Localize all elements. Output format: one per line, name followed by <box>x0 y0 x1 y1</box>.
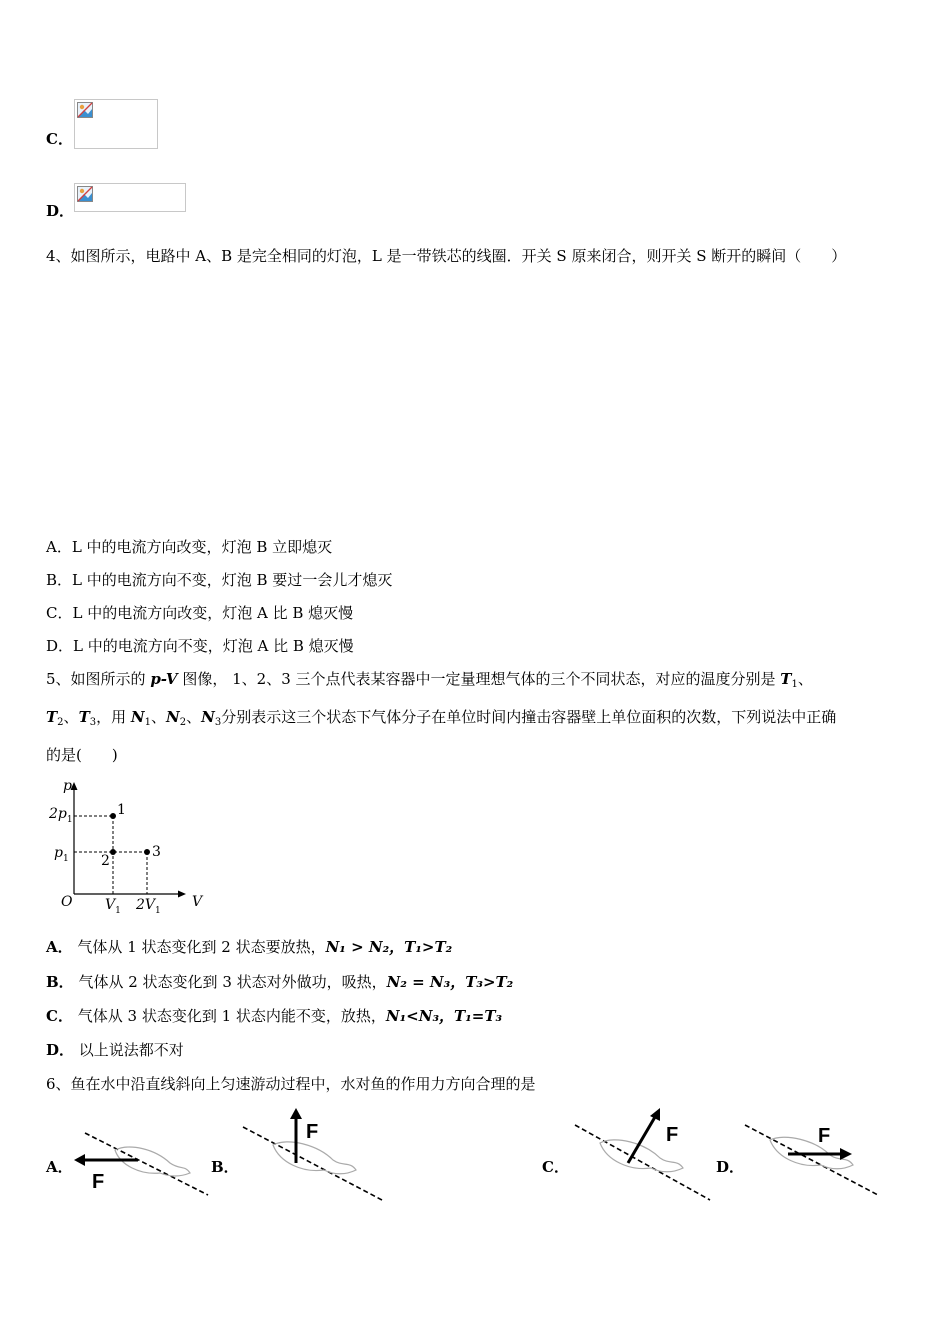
tick-2v1: $2V_1$ <box>136 897 161 916</box>
q4-option-c: C．L 中的电流方向改变，灯泡 A 比 B 熄灭慢 <box>46 604 354 622</box>
origin-label: O <box>61 894 73 910</box>
q6-fish-d <box>740 1115 885 1200</box>
fish-outline <box>273 1142 356 1174</box>
q6-option-b-label: B． <box>211 1158 239 1176</box>
tick-2p1: $2p_1$ <box>49 806 73 825</box>
option-c-label: C． <box>46 130 73 148</box>
force-arrow <box>290 1108 302 1119</box>
q4-option-b: B．L 中的电流方向不变，灯泡 B 要过一会儿才熄灭 <box>46 571 393 589</box>
x-axis-arrow <box>178 891 186 898</box>
q5-stem-line1: 5、如图所示的 p-V 图像， 1、2、3 三个点代表某容器中一定量理想气体的三个不同状态，对应的温度分别是 $T_1$、 <box>46 670 813 690</box>
option-d-image <box>74 183 186 212</box>
q6-option-a-label: A． <box>46 1158 73 1176</box>
tick-p1: $p_1$ <box>54 845 69 864</box>
q6-option-c-label: C． <box>542 1158 569 1176</box>
point-1-label: 1 <box>117 802 126 818</box>
y-axis-label: p <box>63 778 72 794</box>
broken-image-icon <box>77 102 93 118</box>
state-point-2 <box>110 849 116 855</box>
state-point-3 <box>144 849 150 855</box>
q6-fish-a <box>70 1125 215 1200</box>
fish-outline <box>115 1147 190 1176</box>
option-d-label: D． <box>46 202 75 220</box>
q6-fish-c <box>570 1105 715 1205</box>
force-label: F <box>666 1124 679 1146</box>
force-arrow <box>74 1154 85 1166</box>
force-label: F <box>818 1125 831 1147</box>
state-point-1 <box>110 813 116 819</box>
q5-option-d: D． 以上说法都不对 <box>46 1041 184 1059</box>
force-label: F <box>92 1171 105 1193</box>
q5-option-b: B． 气体从 2 状态变化到 3 状态对外做功，吸热，N₂ = N₃，T₃>T₂ <box>46 973 514 991</box>
pv-graph <box>46 776 206 916</box>
force-label: F <box>306 1121 319 1143</box>
force-arrow <box>840 1148 852 1160</box>
q4-option-a: A．L 中的电流方向改变，灯泡 B 立即熄灭 <box>46 538 333 556</box>
tick-v1: $V_1$ <box>105 897 121 916</box>
q6-stem: 6、鱼在水中沿直线斜向上匀速游动过程中，水对鱼的作用力方向合理的是 <box>46 1075 536 1093</box>
q4-option-d: D．L 中的电流方向不变，灯泡 A 比 B 熄灭慢 <box>46 637 354 655</box>
q4-stem: 4、如图所示，电路中 A、B 是完全相同的灯泡，L 是一带铁芯的线圈．开关 S 原来闭合，则开关 S 断开的瞬间（ ） <box>46 247 847 265</box>
q5-stem-line2: $T_2$、$T_3$，用 $N_1$、$N_2$、$N_3$分别表示这三个状态下气体分子在单位时间内撞击容器壁上单位面积的次数，下列说法中正确 <box>46 708 837 728</box>
q5-option-a: A． 气体从 1 状态变化到 2 状态要放热，N₁ > N₂，T₁>T₂ <box>46 938 453 956</box>
q5-option-c: C． 气体从 3 状态变化到 1 状态内能不变，放热，N₁<N₃，T₁=T₃ <box>46 1007 503 1025</box>
option-c-image <box>74 99 158 149</box>
q5-stem-line3: 的是( ) <box>46 746 118 764</box>
point-3-label: 3 <box>152 844 161 860</box>
broken-image-icon <box>77 186 93 202</box>
point-2-label: 2 <box>101 853 110 869</box>
x-axis-label: V <box>192 894 203 910</box>
q6-option-d-label: D． <box>716 1158 745 1176</box>
q6-fish-b <box>238 1105 388 1205</box>
